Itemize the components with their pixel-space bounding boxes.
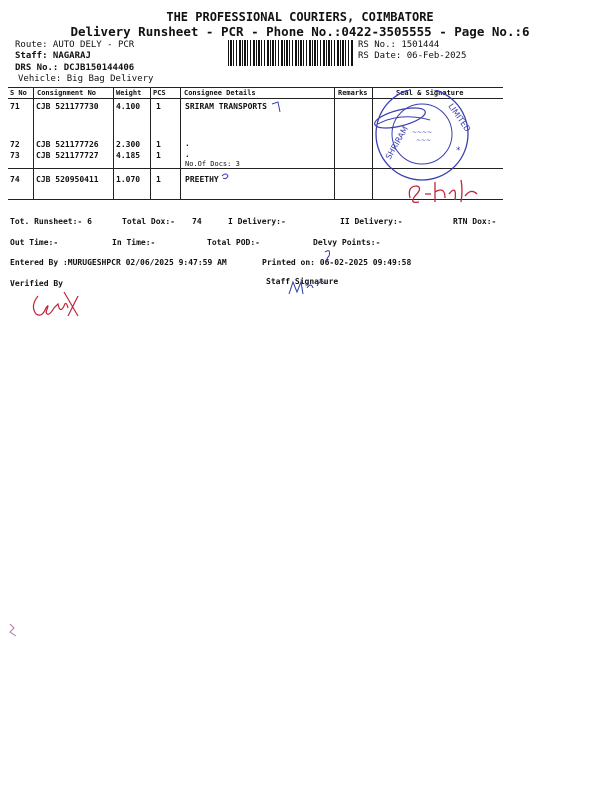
svg-text:~~~: ~~~: [416, 137, 432, 144]
in-time: In Time:-: [112, 238, 156, 247]
col-header-consignment: Consignment No: [37, 89, 97, 97]
table-top-rule: [8, 87, 503, 88]
row-pcs: 1: [156, 175, 161, 184]
row-sno: 72: [10, 140, 20, 149]
col-sep: [113, 87, 114, 199]
row-consignment: CJB 521177726: [36, 140, 99, 149]
row-consignment: CJB 521177727: [36, 151, 99, 160]
staff-signature-mark: [285, 248, 345, 298]
col-header-remarks: Remarks: [338, 89, 368, 97]
tot-runsheet: Tot. Runsheet:- 6: [10, 217, 92, 226]
col-header-weight: Weight: [116, 89, 142, 97]
out-time: Out Time:-: [10, 238, 59, 247]
col-header-consignee: Consignee Details: [184, 89, 256, 97]
col-header-pcs: PCS: [153, 89, 166, 97]
entered-by: Entered By :MURUGESHPCR 02/06/2025 9:47:59 AM: [10, 258, 227, 267]
col-sep: [150, 87, 151, 199]
row-weight: 4.185: [116, 151, 141, 160]
col-header-sno: S No: [10, 89, 27, 97]
row-consignee: PREETHY: [185, 175, 219, 184]
vehicle-text: Vehicle: Big Bag Delivery: [18, 74, 154, 84]
receiver-signature: [405, 172, 485, 212]
drs-number: DRS No.: DCJB150144406: [15, 63, 135, 73]
ii-delivery: II Delivery:-: [340, 217, 403, 226]
row-weight: 1.070: [116, 175, 141, 184]
printed-on: Printed on: 06-02-2025 09:49:58: [262, 258, 412, 267]
col-sep: [33, 87, 34, 199]
company-title: THE PROFESSIONAL COURIERS, COIMBATORE: [166, 10, 434, 24]
row-sno: 71: [10, 102, 20, 111]
svg-text:*: *: [456, 146, 461, 156]
row-pcs: 1: [156, 102, 161, 111]
total-dox-label: Total Dox:-: [122, 217, 175, 226]
rs-number: RS No.: 1501444: [358, 40, 440, 50]
row-sno: 73: [10, 151, 20, 160]
svg-text:~~~~: ~~~~: [412, 129, 433, 136]
svg-text:LIMITED: LIMITED: [446, 101, 473, 134]
i-delivery: I Delivery:-: [228, 217, 286, 226]
docs-note: No.Of Docs: 3: [185, 160, 240, 168]
total-dox-value: 74: [192, 217, 202, 226]
staff-signature-label: Staff Signature: [266, 277, 339, 286]
row-pcs: 1: [156, 151, 161, 160]
row-weight: 4.100: [116, 102, 141, 111]
runsheet-subtitle: Delivery Runsheet - PCR - Phone No.:0422-3505555 - Page No.:6: [70, 24, 530, 39]
col-sep: [334, 87, 335, 199]
verifier-signature: [28, 286, 88, 326]
route-text: Route: AUTO DELY - PCR: [15, 40, 135, 50]
row-weight: 2.300: [116, 140, 141, 149]
barcode: [228, 40, 354, 66]
row-consignee: .: [185, 150, 190, 159]
delvy-points: Delvy Points:-: [313, 238, 381, 247]
rtn-dox: RTN Dox:-: [453, 217, 497, 226]
col-header-seal: Seal & Signature: [396, 89, 464, 97]
verified-by-label: Verified By: [10, 279, 63, 288]
staff-text: Staff: NAGARAJ: [15, 51, 91, 61]
svg-text:SHRIRAM: SHRIRAM: [383, 124, 411, 161]
row-consignee: SRIRAM TRANSPORTS: [185, 102, 267, 111]
row-consignment: CJB 521177730: [36, 102, 99, 111]
row-pcs: 1: [156, 140, 161, 149]
tick-mark-icon: [220, 172, 234, 182]
margin-mark: [6, 622, 20, 638]
row-sno: 74: [10, 175, 20, 184]
row-consignment: CJB 520950411: [36, 175, 99, 184]
rs-date: RS Date: 06-Feb-2025: [358, 51, 467, 61]
tick-mark-icon: [270, 100, 290, 114]
col-sep: [180, 87, 181, 199]
row-consignee: .: [185, 139, 190, 148]
total-pod: Total POD:-: [207, 238, 260, 247]
